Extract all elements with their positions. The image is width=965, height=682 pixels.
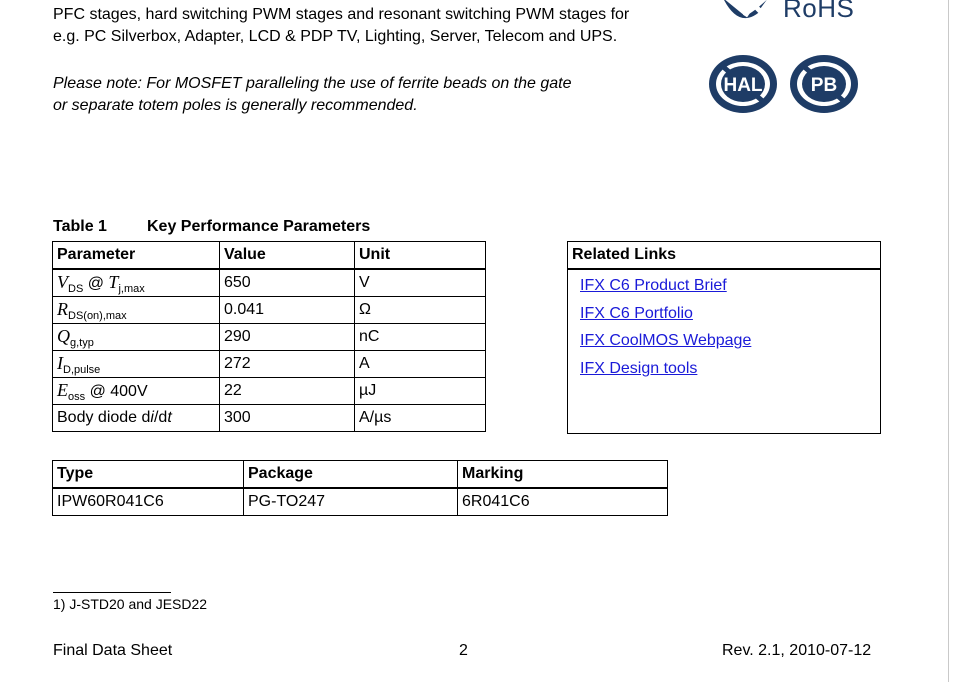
param-eoss: $E_{oss}$ @ 400V (53, 378, 220, 405)
param-vds: $V_{DS}$ @ $T_{j,max}$ (53, 269, 220, 297)
footer-doc-type: Final Data Sheet (53, 642, 173, 659)
note-line-1: Please note: For MOSFET paralleling the use of ferrite beads on the gate (53, 75, 572, 92)
marking-cell: 6R041C6 (458, 488, 668, 516)
footer-revision: Rev. 2.1, 2010-07-12 (722, 642, 872, 659)
lead-free-icon (789, 54, 859, 114)
unit-cell: A (355, 351, 486, 378)
unit-cell: Ω (355, 297, 486, 324)
value-cell: 290 (220, 324, 355, 351)
unit-cell: A/µs (355, 405, 486, 432)
col-header-parameter: Parameter (53, 242, 220, 270)
link-coolmos-webpage[interactable]: IFX CoolMOS Webpage (580, 332, 752, 349)
unit-cell: µJ (355, 378, 486, 405)
unit-cell: V (355, 269, 486, 297)
table-row (53, 324, 486, 351)
related-links-header: Related Links (568, 242, 880, 270)
table-row (53, 269, 486, 297)
note-paragraph (53, 73, 572, 117)
footnote-divider (53, 592, 171, 593)
value-cell: 0.041 (220, 297, 355, 324)
footnote: 1) J-STD20 and JESD22 (53, 596, 208, 612)
intro-line-2: e.g. PC Silverbox, Adapter, LCD & PDP TV, Lighting, Server, Telecom and UPS. (53, 28, 618, 45)
package-cell: PG-TO247 (244, 488, 458, 516)
value-cell: 272 (220, 351, 355, 378)
param-rds: $R_{DS(on),max}$ (53, 297, 220, 324)
table-row (53, 405, 486, 432)
table-caption (53, 218, 370, 236)
rohs-logo-text: RoHS (783, 0, 855, 23)
unit-cell: nC (355, 324, 486, 351)
rohs-check-icon (715, 0, 785, 36)
note-line-2: or separate totem poles is generally recommended. (53, 97, 418, 114)
table-row (53, 351, 486, 378)
value-cell: 650 (220, 269, 355, 297)
related-links-list (568, 272, 880, 382)
table-row (53, 488, 668, 516)
col-header-unit: Unit (355, 242, 486, 270)
col-header-package: Package (244, 461, 458, 489)
param-id-pulse: $I_{D,pulse}$ (53, 351, 220, 378)
intro-paragraph (53, 4, 629, 48)
compliance-logos (705, 0, 875, 120)
table-header-row (53, 242, 486, 270)
link-design-tools[interactable]: IFX Design tools (580, 359, 698, 377)
halogen-free-icon (708, 54, 778, 114)
table-title: Key Performance Parameters (147, 218, 371, 235)
table-row (53, 378, 486, 405)
table-number: Table 1 (53, 218, 107, 235)
link-c6-product-brief[interactable]: IFX C6 Product Brief (580, 277, 727, 294)
table-header-row (53, 461, 668, 489)
link-c6-portfolio[interactable]: IFX C6 Portfolio (580, 304, 693, 322)
hal-logo-text: HAL (723, 75, 763, 96)
table-row (53, 297, 486, 324)
key-performance-table (52, 241, 486, 432)
param-qg: $Q_{g,typ}$ (53, 324, 220, 351)
param-body-diode: Body diode di/dt (53, 405, 220, 432)
viewer-scrollbar[interactable] (948, 0, 965, 682)
value-cell: 300 (220, 405, 355, 432)
col-header-type: Type (53, 461, 244, 489)
value-cell: 22 (220, 378, 355, 405)
related-links-box (567, 241, 881, 434)
col-header-marking: Marking (458, 461, 668, 489)
type-cell: IPW60R041C6 (53, 488, 244, 516)
footer-page-number: 2 (459, 642, 468, 659)
col-header-value: Value (220, 242, 355, 270)
type-package-table (52, 460, 668, 516)
intro-line-1: PFC stages, hard switching PWM stages and resonant switching PWM stages for (53, 6, 630, 23)
pb-logo-text: PB (810, 75, 838, 96)
